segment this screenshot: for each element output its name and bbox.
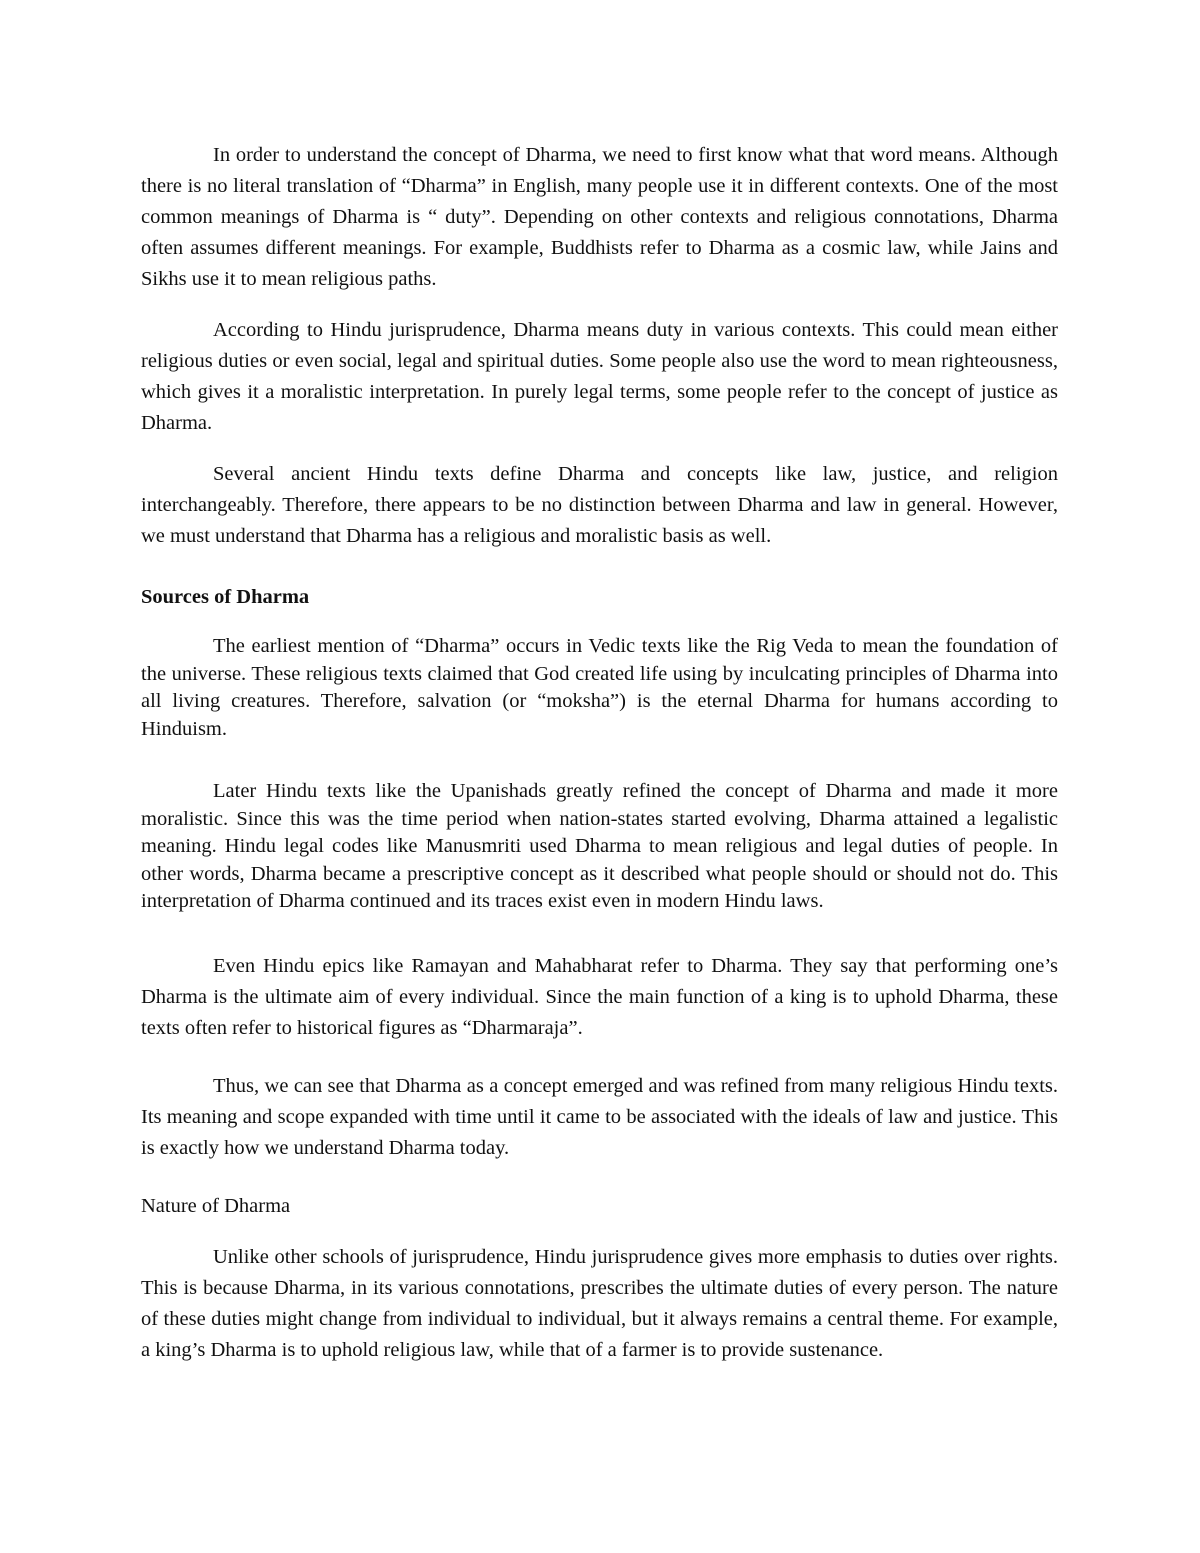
paragraph-conclusion: Thus, we can see that Dharma as a concept emerged and was refined from many religious Hindu texts. Its meaning and scope expanded with time until it came to be associated with the ideals of law and justice. This is exactly how we understand Dharma today. (141, 1074, 1058, 1159)
paragraph-vedic-texts: The earliest mention of “Dharma” occurs in Vedic texts like the Rig Veda to mean the foundation of the universe. These religious texts claimed that God created life using by inculcating principles of Dharma into all living creatures. Therefore, salvation (or “moksha”) is the eternal Dharma for humans according to Hinduism. (141, 635, 1058, 740)
paragraph-upanishads: Later Hindu texts like the Upanishads greatly refined the concept of Dharma and made it more moralistic. Since this was the time period when nation-states started evolving, Dharma attained a legalistic meaning. Hindu legal codes like Manusmriti used Dharma to mean religious and legal duties of people. In other words, Dharma became a prescriptive concept as it described what people should or should not do. This interpretation of Dharma continued and its traces exist even in modern Hindu laws. (141, 780, 1058, 912)
paragraph-hindu-epics: Even Hindu epics like Ramayan and Mahabharat refer to Dharma. They say that performing one’s Dharma is the ultimate aim of every individual. Since the main function of a king is to uphold Dharma, these texts often refer to historical figures as “Dharmaraja”. (141, 954, 1058, 1039)
paragraph-dharma-meaning: In order to understand the concept of Dharma, we need to first know what that word means. Although there is no literal translation of “Dharma” in English, many people use it in different contexts. One of the most common meanings of Dharma is “ duty”. Depending on other contexts and religious connotations, Dharma often assumes different meanings. For example, Buddhists refer to Dharma as a cosmic law, while Jains and Sikhs use it to mean religious paths. (141, 144, 1058, 290)
heading-nature-of-dharma: Nature of Dharma (141, 1194, 291, 1217)
paragraph-ancient-texts: Several ancient Hindu texts define Dharma and concepts like law, justice, and religion interchangeably. Therefore, there appears to be no distinction between Dharma and law in general. However, we must understand that Dharma has a religious and moralistic basis as well. (141, 463, 1058, 547)
paragraph-duties-over-rights: Unlike other schools of jurisprudence, Hindu jurisprudence gives more emphasis to duties over rights. This is because Dharma, in its various connotations, prescribes the ultimate duties of every person. The nature of these duties might change from individual to individual, but it always remains a central theme. For example, a king’s Dharma is to uphold religious law, while that of a farmer is to provide sustenance. (141, 1245, 1058, 1361)
paragraph-hindu-jurisprudence: According to Hindu jurisprudence, Dharma means duty in various contexts. This could mean either religious duties or even social, legal and spiritual duties. Some people also use the word to mean righteousness, which gives it a moralistic interpretation. In purely legal terms, some people refer to the concept of justice as Dharma. (141, 319, 1058, 434)
heading-sources-of-dharma: Sources of Dharma (141, 586, 310, 608)
document-body (141, 140, 1058, 1366)
